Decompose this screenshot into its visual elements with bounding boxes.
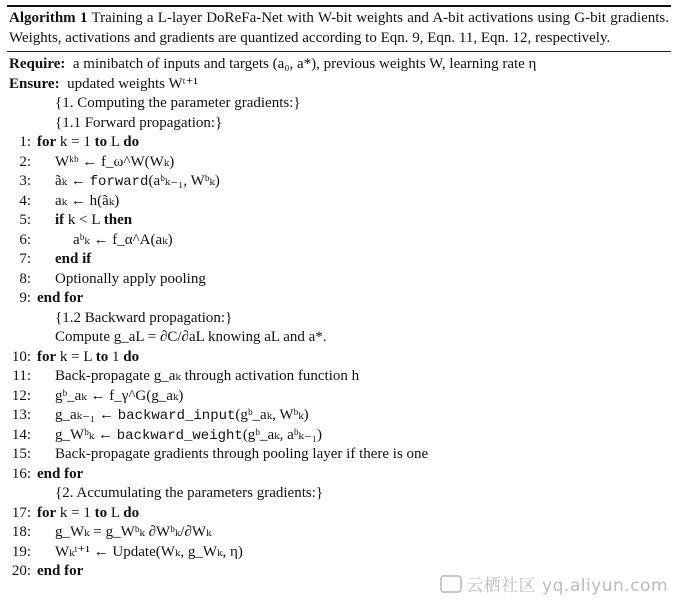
algorithm-box [7,5,671,582]
algorithm-line [7,523,671,543]
line-number [7,309,37,329]
algorithm-line [7,94,671,114]
line-number: 18: [11,524,31,540]
algorithm-line [7,211,671,231]
line-number: 9: [19,290,31,306]
ensure-text: updated weights Wᵗ⁺¹ [67,75,198,92]
algorithm-line [7,250,671,270]
line-code: end if [55,251,92,267]
line-number: 3: [19,173,31,189]
line-number: 12: [11,387,31,404]
line-code: Back-propagate gradients through pooling layer if there is one [55,446,429,462]
cloud-logo-icon [440,575,462,593]
line-number: 5: [19,212,31,228]
algorithm-line [7,543,671,563]
algorithm-label: Algorithm 1 [9,10,88,26]
line-code: aᵇₖ ← f_α^A(aₖ) [73,231,173,248]
algorithm-line [7,309,671,329]
algorithm-lines [7,94,671,582]
line-number: 6: [19,231,31,248]
line-number: 4: [19,192,31,209]
algorithm-line [7,153,671,173]
algorithm-line [7,289,671,309]
line-number: 15: [11,446,31,462]
line-code: g_aₖ₋₁ ← backward_input(gᵇ_aₖ, Wᵇₖ) [55,407,309,424]
line-number: 1: [19,134,31,150]
algorithm-line [7,367,671,387]
algorithm-line [7,192,671,212]
line-number [7,328,37,348]
algorithm-line [7,172,671,192]
algorithm-line [7,231,671,251]
line-code: ãₖ ← forward(aᵇₖ₋₁, Wᵇₖ) [55,173,220,190]
line-code: Wᵏᵇ ← f_ω^W(Wₖ) [55,153,175,170]
algorithm-line [7,406,671,426]
ensure-line [7,75,671,95]
line-number [7,94,37,114]
algorithm-line [7,348,671,368]
algorithm-line [7,426,671,446]
ensure-keyword: Ensure: [9,75,60,92]
watermark-text: 云栖社区 yq.aliyun.com [466,575,668,596]
line-number [7,114,37,134]
line-code: end for [37,563,84,579]
line-code: for k = 1 to L do [37,504,140,521]
line-code: aₖ ← h(ãₖ) [55,192,120,209]
line-number: 2: [19,153,31,170]
line-number: 14: [11,426,31,443]
line-number: 16: [11,465,31,482]
algorithm-body [7,52,671,582]
line-code: for k = 1 to L do [37,134,140,150]
algorithm-line [7,387,671,407]
line-code: g_Wᵇₖ ← backward_weight(gᵇ_aₖ, aᵇₖ₋₁) [55,426,322,444]
caption-text: Training a L-layer DoReFa-Net with W-bit weights and A-bit activations using G-bit gradients. Weights, activations and gradients are quantized according to Eqn. 9, Eqn. 11, Eqn. 12, respectively. [9,10,669,46]
line-number: 17: [11,504,31,521]
line-number: 19: [11,543,31,560]
algorithm-caption [7,7,671,51]
require-text: a minibatch of inputs and targets (a₀, a*), previous weights W, learning rate η [72,56,537,72]
line-number: 20: [11,563,31,579]
line-code: {1. Computing the parameter gradients:} [55,95,301,111]
require-keyword: Require: [9,56,66,72]
algorithm-line [7,114,671,134]
line-code: end for [37,465,84,482]
line-number: 13: [11,407,31,423]
algorithm-line [7,484,671,504]
line-code: Back-propagate g_aₖ through activation function h [55,368,360,384]
line-number: 8: [19,270,31,287]
algorithm-line [7,465,671,485]
line-code: Wₖᵗ⁺¹ ← Update(Wₖ, g_Wₖ, η) [55,543,243,560]
line-code: Optionally apply pooling [55,270,206,287]
watermark [440,575,668,597]
line-code: end for [37,290,84,306]
algorithm-line [7,504,671,524]
line-number: 7: [19,251,31,267]
line-code: g_Wₖ = g_Wᵇₖ ∂Wᵇₖ/∂Wₖ [55,524,212,540]
algorithm-line [7,270,671,290]
algorithm-line [7,445,671,465]
line-code: if k < L then [55,212,133,228]
line-code: {2. Accumulating the parameters gradients:} [55,485,324,501]
line-code: Compute g_aL = ∂C/∂aL knowing aL and a*. [55,329,327,345]
require-line [7,55,671,75]
line-code: {1.2 Backward propagation:} [55,309,233,326]
line-number: 11: [12,368,31,384]
line-code: gᵇ_aₖ ← f_γ^G(g_aₖ) [55,387,184,404]
line-code: {1.1 Forward propagation:} [55,114,223,131]
line-number: 10: [11,348,31,365]
line-number [7,484,37,504]
algorithm-line [7,133,671,153]
line-code: for k = L to 1 do [37,348,140,365]
algorithm-line [7,328,671,348]
